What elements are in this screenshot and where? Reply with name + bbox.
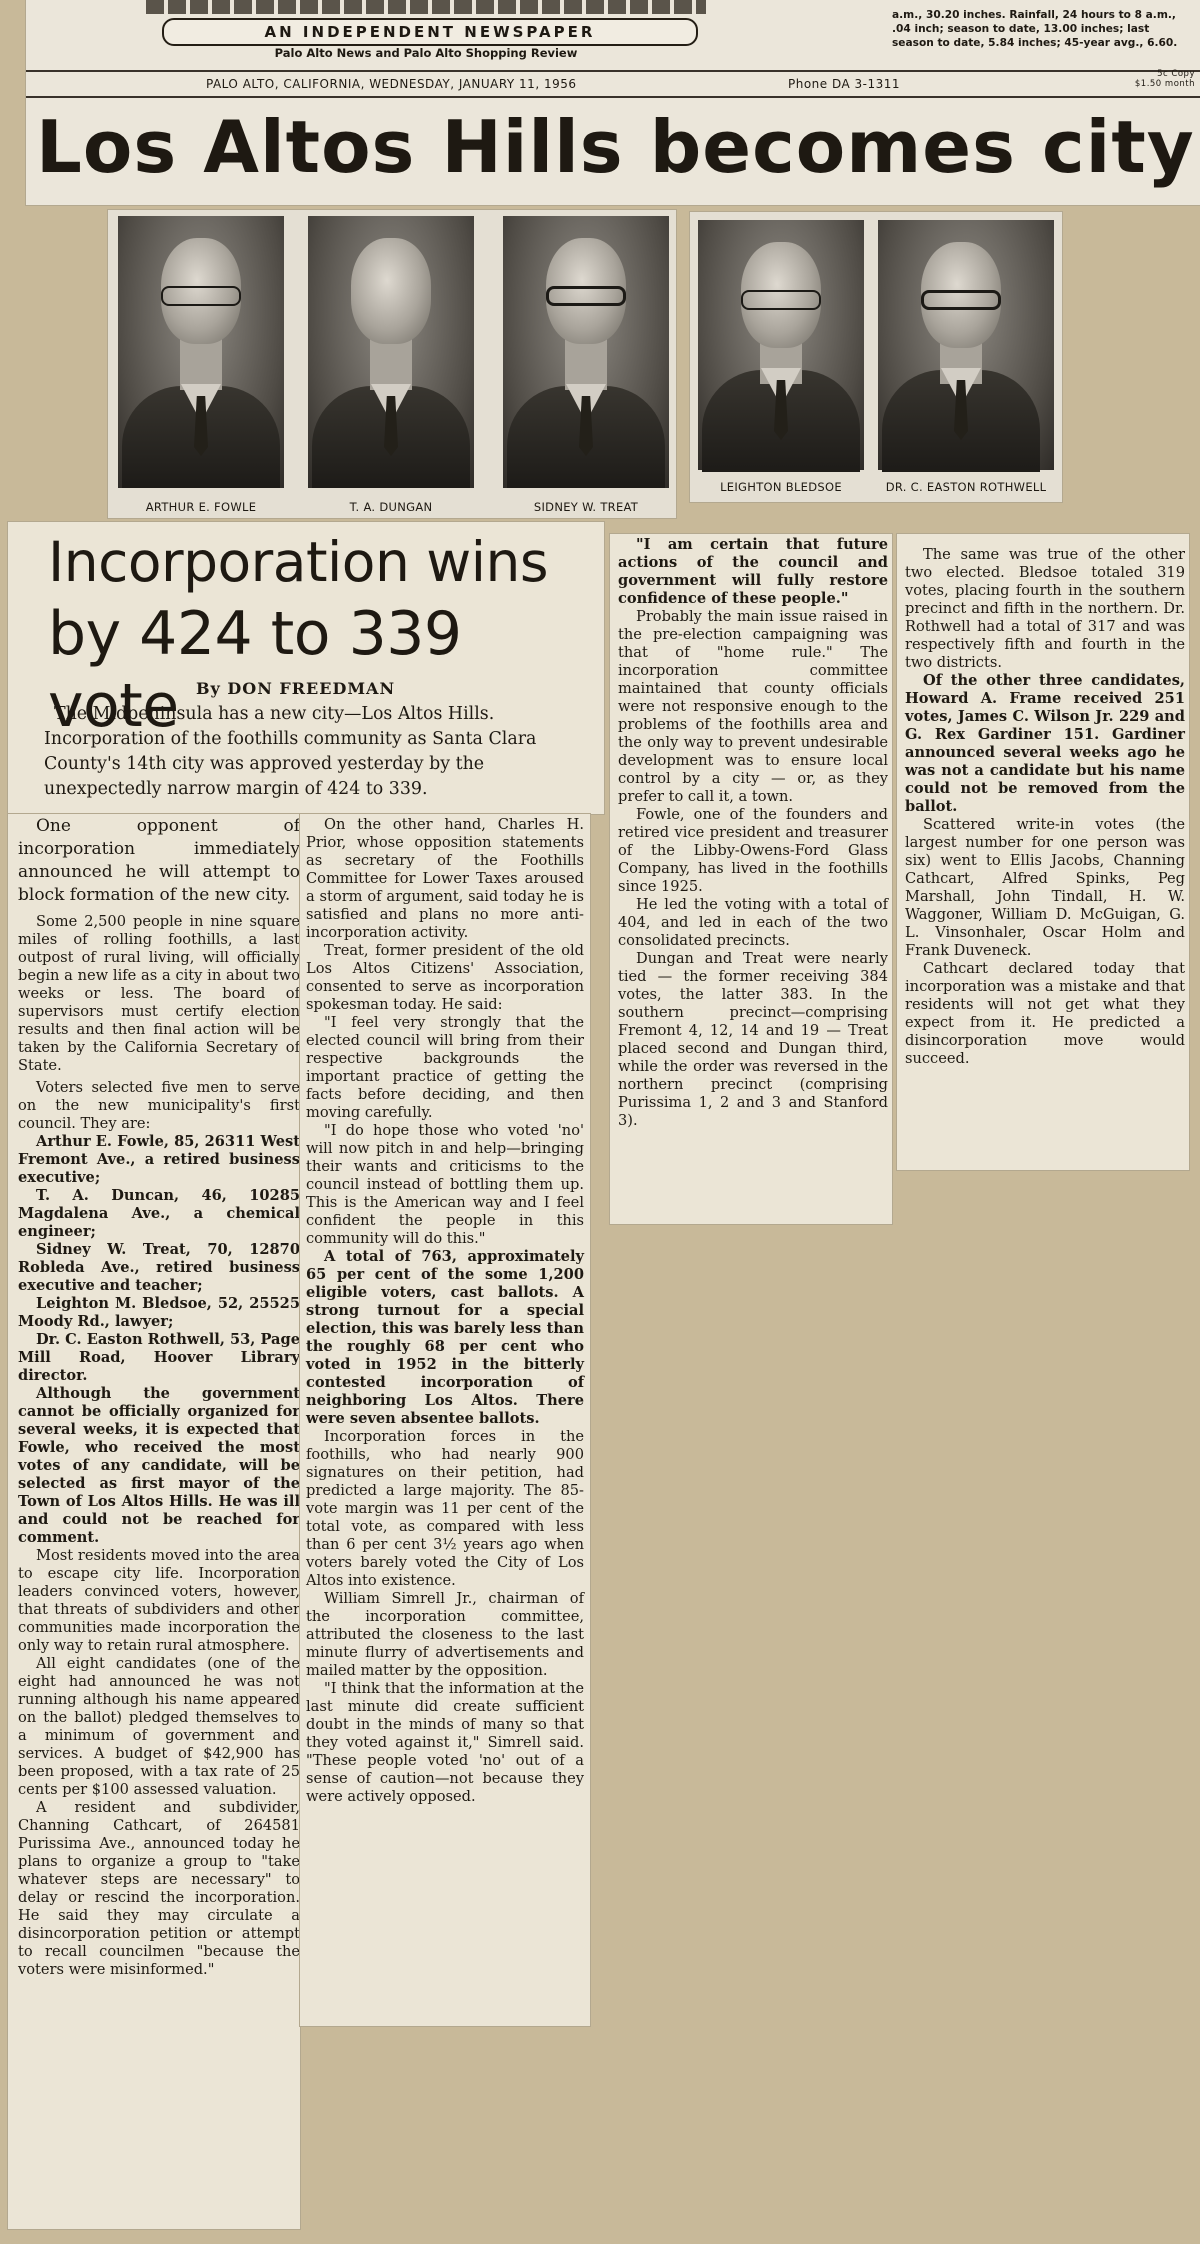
paragraph: "I do hope those who voted 'no' will now pitch in and help—bringing their wants and criticisms to the council instead of bottling them up. This is the American way and I feel confident the people in this community will do this." [306, 1122, 584, 1247]
paragraph: Incorporation forces in the foothills, who had nearly 900 signatures on their petition, had predicted a large majority. The 85-vote margin was 11 per cent of the total vote, as compared with less than 6 per cent 3½ years ago when voters barely voted the City of Los Altos into existence. [306, 1428, 584, 1589]
paragraph: A resident and subdivider, Channing Cathcart, of 264581 Purissima Ave., announced today he plans to organize a group to "take whatever steps are necessary" to delay or rescind the incorporation. He said they may circulate a disincorporation petition or attempt to recall councilmen "because the voters were misinformed." [18, 1799, 300, 1978]
article-column-4 [897, 534, 1189, 1170]
weather-report: a.m., 30.20 inches. Rainfall, 24 hours to 8 a.m., .04 inch; season to date, 13.00 inches; last season to date, 5.84 inches; 45-year avg., 6.60. [892, 9, 1178, 49]
masthead-subbanner: Palo Alto News and Palo Alto Shopping Review [274, 46, 578, 60]
paragraph: "I am certain that future actions of the council and government will fully restore confidence of these people." [618, 536, 888, 607]
paragraph: Cathcart declared today that incorporation was a mistake and that residents will not get what they expect from it. He predicted a disincorporation move would succeed. [905, 960, 1185, 1067]
portrait-photo [118, 216, 284, 488]
paragraph: Of the other three candidates, Howard A. Frame received 251 votes, James C. Wilson Jr. 229 and G. Rex Gardiner 151. Gardiner announced several weeks ago he was not a candidate but his name could not be removed from the ballot. [905, 672, 1185, 815]
photo-caption: SIDNEY W. TREAT [533, 500, 639, 514]
paragraph: The same was true of the other two elected. Bledsoe totaled 319 votes, placing fourth in the southern precinct and fifth in the northern. Dr. Rothwell had a total of 317 and was respectively fifth and fourth in the two districts. [905, 546, 1185, 671]
byline: By DON FREEDMAN [196, 679, 396, 698]
lede-paragraph: The Midpeninsula has a new city—Los Altos Hills. [54, 704, 495, 724]
paragraph: Some 2,500 people in nine square miles of rolling foothills, a last outpost of rural living, will officially begin a new life as a city in about two weeks or less. The board of supervisors must certify election results and then final action will be taken by the California Secretary of State. [18, 913, 300, 1074]
price-box [1131, 69, 1195, 89]
paragraph: "I think that the information at the last minute did create sufficient doubt in the minds of many so that they voted against it," Simrell said. "These people voted 'no' out of a sense of caution—not because they were actively opposed. [306, 1680, 584, 1805]
masthead-banner: AN INDEPENDENT NEWSPAPER [162, 18, 698, 46]
paragraph: Probably the main issue raised in the pre-election campaigning was that of "home rule." The incorporation committee maintained that county officials were not responsive enough to the problems of the foothills area and the only way to prevent undesirable development was to ensure local control by a city — or, as they prefer to call it, a town. [618, 608, 888, 805]
main-headline: Los Altos Hills becomes city [36, 105, 1195, 189]
paragraph: A total of 763, approximately 65 per cent of the some 1,200 eligible voters, cast ballots. A strong turnout for a special election, this was barely less than the roughly 68 per cent who voted in 1952 in the bitterly contested incorporation of neighboring Los Altos. There were seven absentee ballots. [306, 1248, 584, 1427]
article-lede [44, 702, 594, 802]
paragraph: Voters selected five men to serve on the new municipality's first council. They are: [18, 1079, 300, 1132]
article-column-3 [610, 534, 892, 1224]
paragraph: Most residents moved into the area to escape city life. Incorporation leaders convinced voters, however, that threats of subdividers and other communities made incorporation the only way to retain rural atmosphere. [18, 1547, 300, 1654]
paragraph: He led the voting with a total of 404, and led in each of the two consolidated precincts. [618, 896, 888, 949]
photo-caption: DR. C. EASTON ROTHWELL [885, 480, 1047, 494]
article-column-1 [8, 814, 300, 2229]
paragraph: One opponent of incorporation immediately announced he will attempt to block formation of the new city. [18, 816, 300, 905]
dateline-text: PALO ALTO, CALIFORNIA, WEDNESDAY, JANUARY 11, 1956 [206, 77, 577, 91]
nameplate-remnant [146, 0, 706, 14]
photo-caption: ARTHUR E. FOWLE [145, 500, 257, 514]
price-copy: 5c Copy [1157, 69, 1195, 79]
photo-strip-left [108, 210, 676, 518]
paragraph: All eight candidates (one of the eight had announced he was not running although his name appeared on the ballot) pledged themselves to a minimum of government and services. A budget of $42,900 has been proposed, with a tax rate of 25 cents per $100 assessed valuation. [18, 1655, 300, 1798]
council-member: Sidney W. Treat, 70, 12870 Robleda Ave., retired business executive and teacher; [18, 1241, 300, 1294]
photo-strip-right [690, 212, 1062, 502]
portrait-photo [698, 220, 864, 470]
council-member: Leighton M. Bledsoe, 52, 25525 Moody Rd., lawyer; [18, 1295, 300, 1330]
paragraph: On the other hand, Charles H. Prior, whose opposition statements as secretary of the Foothills Committee for Lower Taxes aroused a storm of argument, said today he is satisfied and plans no more anti-incorporation activity. [306, 816, 584, 941]
photo-caption: LEIGHTON BLEDSOE [720, 480, 842, 494]
paragraph: Treat, former president of the old Los Altos Citizens' Association, consented to serve as incorporation spokesman today. He said: [306, 942, 584, 1013]
council-member: T. A. Duncan, 46, 10285 Magdalena Ave., a chemical engineer; [18, 1187, 300, 1240]
council-member: Dr. C. Easton Rothwell, 53, Page Mill Road, Hoover Library director. [18, 1331, 300, 1384]
council-member: Arthur E. Fowle, 85, 26311 West Fremont Ave., a retired business executive; [18, 1133, 300, 1186]
price-month: $1.50 month [1134, 79, 1195, 89]
paragraph: "I feel very strongly that the elected council will bring from their respective backgrounds the important practice of getting the facts before deciding, and then moving carefully. [306, 1014, 584, 1121]
phone-number: Phone DA 3-1311 [788, 77, 901, 91]
article-headline-line1: Incorporation wins [48, 530, 549, 594]
portrait-photo [308, 216, 474, 488]
paragraph: Fowle, one of the founders and retired vice president and treasurer of the Libby-Owens-Ford Glass Company, has lived in the foothills since 1925. [618, 806, 888, 895]
article-headline-line2: by 424 to 339 vote [48, 599, 462, 741]
photo-caption: T. A. DUNGAN [349, 500, 433, 514]
paragraph: Dungan and Treat were nearly tied — the former receiving 384 votes, the latter 383. In the southern precinct—comprising Fremont 4, 12, 14 and 19 — Treat placed second and Dungan third, while the order was reversed in the northern precinct (comprising Purissima 1, 2 and 3 and Stanford 3). [618, 950, 888, 1129]
masthead-clipping [26, 0, 1200, 205]
portrait-photo [503, 216, 669, 488]
dateline-bar [26, 70, 1200, 98]
lede-paragraph: Incorporation of the foothills community as Santa Clara County's 14th city was approved yesterday by the unexpectedly narrow margin of 424 to 339. [44, 729, 537, 799]
paragraph: Although the government cannot be officially organized for several weeks, it is expected that Fowle, who received the most votes of any candidate, will be selected as first mayor of the Town of Los Altos Hills. He was ill and could not be reached for comment. [18, 1385, 300, 1546]
portrait-photo [878, 220, 1054, 470]
paragraph: William Simrell Jr., chairman of the incorporation committee, attributed the closeness to the last minute flurry of advertisements and mailed matter by the opposition. [306, 1590, 584, 1679]
article-column-2 [300, 814, 590, 2026]
paragraph: Scattered write-in votes (the largest number for one person was six) went to Ellis Jacobs, Channing Cathcart, Alfred Spinks, Peg Marshall, John Tindall, H. W. Waggoner, William D. McGuigan, G. L. Vinsonhaler, Oscar Holm and Frank Duveneck. [905, 816, 1185, 959]
article-title-clipping [8, 522, 604, 814]
